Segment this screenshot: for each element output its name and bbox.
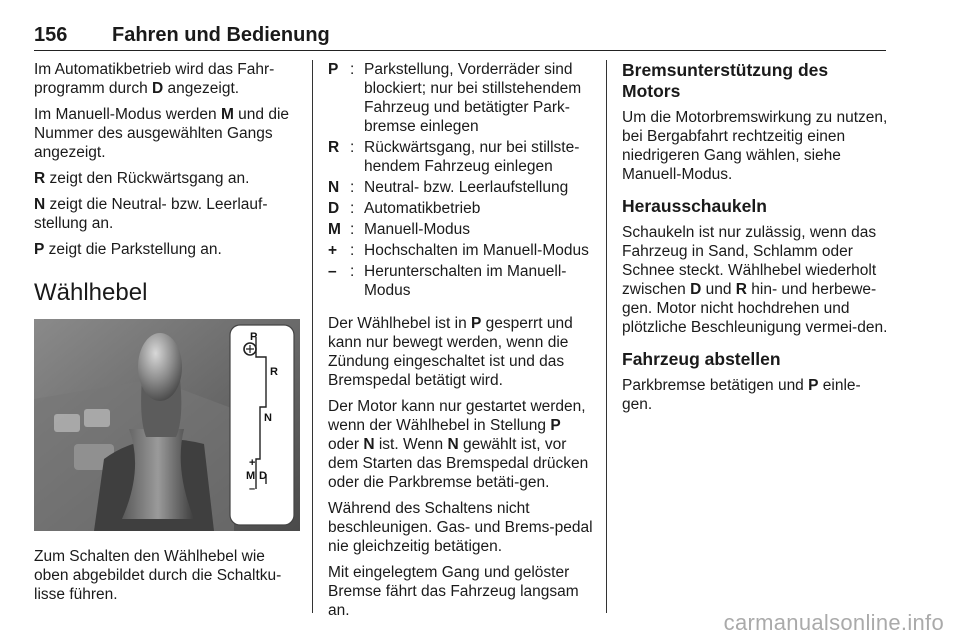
paragraph-parking: Parkbremse betätigen und P einle-gen.: [622, 377, 861, 413]
legend-row-d: D : Automatikbetrieb: [328, 200, 481, 217]
section-heading-selector-lever: Wählhebel: [34, 279, 148, 306]
console-button: [84, 409, 110, 427]
paragraph-rocking: Schaukeln ist nur zulässig, wenn das Fahrzeug in Sand, Schlamm oder Schnee steckt. Wählhebel wiederholt zwischen D und R hin- und herbewe-gen. Motor nicht hochdrehen und plötzliche Beschleunigung vermei-den.: [622, 224, 888, 336]
gate-label-d: D: [259, 470, 267, 482]
figure-caption: Zum Schalten den Wählhebel wie oben abgebildet durch die Schaltku-lisse führen.: [34, 548, 282, 603]
legend-row-m: M : Manuell-Modus: [328, 221, 470, 238]
legend-row-p: P : Parkstellung, Vorderräder sind blockiert; nur bei stillstehendem Fahrzeug und betätigter Park-bremse einlegen: [328, 61, 582, 135]
paragraph-creep: Mit eingelegtem Gang und gelöster Bremse fährt das Fahrzeug langsam an.: [328, 564, 579, 619]
paragraph-reverse: R zeigt den Rückwärtsgang an.: [34, 170, 250, 187]
gate-label-minus: –: [249, 483, 256, 495]
paragraph-lever-lock: Der Wählhebel ist in P gesperrt und kann nur bewegt werden, wenn die Zündung eingeschaltet ist und das Bremspedal betätigt wird.: [328, 315, 573, 389]
heading-rocking: Herausschaukeln: [622, 196, 767, 216]
gate-label-p: P: [250, 331, 258, 343]
gear-position-legend: [328, 60, 594, 302]
page-number: 156: [34, 24, 68, 46]
gear-selector-illustration: [34, 319, 300, 531]
plus-icon: +: [328, 242, 338, 259]
paragraph-no-acceleration: Während des Schaltens nicht beschleunigen. Gas- und Brems-pedal nie gleichzeitig betätigen.: [328, 500, 593, 555]
console-button: [54, 414, 80, 432]
paragraph-engine-start: Der Motor kann nur gestartet werden, wenn der Wählhebel in Stellung P oder N ist. Wenn N gewählt ist, vor dem Starten das Bremspedal drücken oder die Parkbremse betäti-gen.: [328, 398, 589, 491]
gate-pattern-panel: [230, 325, 294, 525]
watermark: carmanualsonline.info: [723, 610, 944, 635]
gate-label-m: M: [246, 470, 256, 482]
legend-row-n: N : Neutral- bzw. Leerlaufstellung: [328, 179, 569, 196]
column-divider-1: [312, 60, 313, 613]
chapter-title: Fahren und Bedienung: [112, 24, 330, 46]
gate-label-r: R: [270, 366, 278, 378]
legend-row-plus: + : Hochschalten im Manuell-Modus: [328, 241, 594, 262]
paragraph-auto-mode: Im Automatikbetrieb wird das Fahr-programm durch D angezeigt.: [34, 61, 275, 97]
gate-label-plus: +: [249, 457, 256, 469]
heading-engine-braking: Bremsunterstützung des Motors: [622, 60, 829, 101]
gear-selector-svg: [34, 319, 300, 531]
column-divider-2: [606, 60, 607, 613]
column-3: [622, 60, 888, 421]
legend-row-r: R : Rückwärtsgang, nur bei stillste-hendem Fahrzeug einlegen: [328, 139, 580, 175]
paragraph-park: P zeigt die Parkstellung an.: [34, 241, 222, 258]
legend-row-minus: – : Herunterschalten im Manuell-Modus: [328, 263, 567, 299]
gate-label-n: N: [264, 412, 272, 424]
column-1: [34, 60, 300, 611]
shift-knob: [138, 333, 182, 401]
paragraph-neutral: N zeigt die Neutral- bzw. Leerlauf-stellung an.: [34, 196, 268, 232]
paragraph-manual-mode: Im Manuell-Modus werden M und die Nummer des ausgewählten Gangs angezeigt.: [34, 106, 290, 161]
column-2: [328, 60, 594, 627]
paragraph-engine-braking: Um die Motorbremswirkung zu nutzen, bei Bergabfahrt rechtzeitig einen niedrigeren Gang wählen, siehe Manuell-Modus.: [622, 109, 888, 183]
page-header: [34, 22, 886, 51]
heading-parking: Fahrzeug abstellen: [622, 349, 781, 369]
minus-icon: –: [328, 263, 337, 280]
